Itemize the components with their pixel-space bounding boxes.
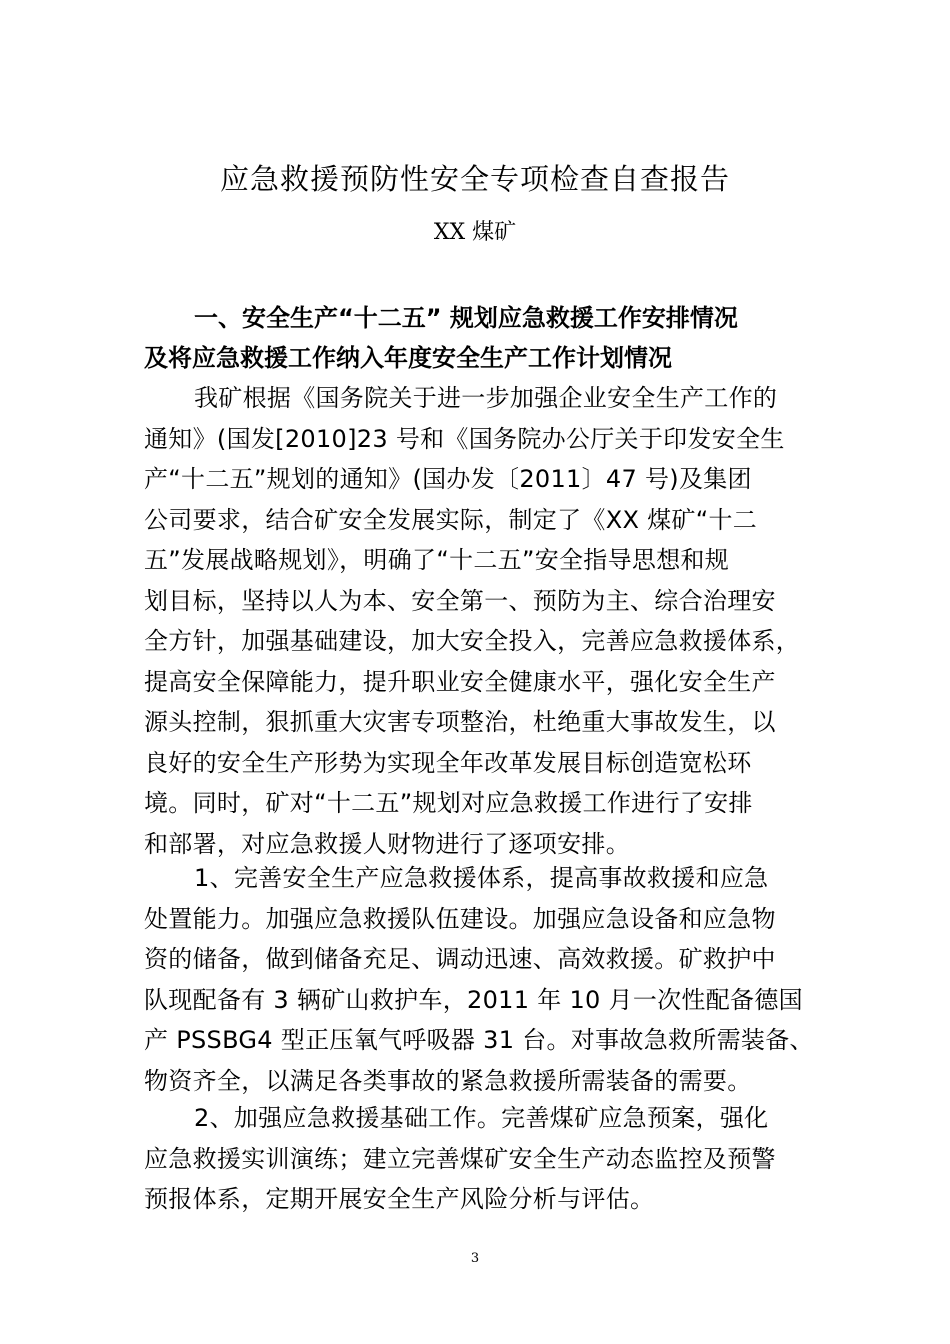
text-line: 五”发展战略规划》，明确了“十二五”安全指导思想和规: [144, 546, 730, 574]
text-line: 通知》(国发[2010]23 号和《国务院办公厅关于印发安全生: [144, 424, 785, 453]
section-heading-line: 及将应急救援工作纳入年度安全生产工作计划情况: [144, 344, 672, 372]
text-line: 和部署，对应急救援人财物进行了逐项安排。: [144, 829, 630, 858]
text-line: 处置能力。加强应急救援队伍建设。加强应急设备和应急物: [144, 904, 776, 933]
paragraph-intro: [144, 378, 834, 864]
paragraph-item-2: [144, 1098, 834, 1220]
text-line: 源头控制，狠抓重大灾害专项整治，杜绝重大事故发生，以: [144, 708, 776, 736]
page-number: 3: [470, 1251, 480, 1266]
section-heading: [144, 298, 824, 378]
text-line: 2、加强应急救援基础工作。完善煤矿应急预案，强化: [194, 1104, 769, 1132]
text-line: 预报体系，定期开展安全生产风险分析与评估。: [144, 1185, 655, 1213]
text-line: 公司要求，结合矿安全发展实际，制定了《XX 煤矿“十二: [144, 505, 758, 534]
text-line: 我矿根据《国务院关于进一步加强企业安全生产工作的: [194, 384, 778, 412]
text-line: 1、完善安全生产应急救援体系，提高事故救援和应急: [194, 864, 769, 892]
text-line: 产“十二五”规划的通知》(国办发〔2011〕47 号)及集团: [144, 465, 752, 493]
text-line: 全方针，加强基础建设，加大安全投入，完善应急救援体系，: [144, 627, 801, 655]
text-line: 良好的安全生产形势为实现全年改革发展目标创造宽松环: [144, 748, 752, 777]
document-title: 应急救援预防性安全专项检查自查报告: [219, 162, 730, 196]
paragraph-item-1: [144, 858, 834, 1101]
text-line: 产 PSSBG4 型正压氧气呼吸器 31 台。对事故急救所需装备、: [144, 1026, 814, 1054]
document-subtitle: XX 煤矿: [433, 220, 517, 245]
text-line: 划目标，坚持以人为本、安全第一、预防为主、综合治理安: [144, 586, 776, 615]
text-line: 队现配备有 3 辆矿山救护车，2011 年 10 月一次性配备德国: [144, 985, 803, 1014]
text-line: 提高安全保障能力，提升职业安全健康水平，强化安全生产: [144, 667, 776, 696]
text-line: 境。同时，矿对“十二五”规划对应急救援工作进行了安排: [144, 789, 753, 817]
section-heading-line: 一、安全生产“十二五” 规划应急救援工作安排情况: [194, 304, 738, 332]
text-line: 应急救援实训演练；建立完善煤矿安全生产动态监控及预警: [144, 1144, 776, 1173]
text-line: 资的储备，做到储备充足、调动迅速、高效救援。矿救护中: [144, 945, 776, 973]
text-line: 物资齐全，以满足各类事故的紧急救援所需装备的需要。: [144, 1066, 752, 1095]
